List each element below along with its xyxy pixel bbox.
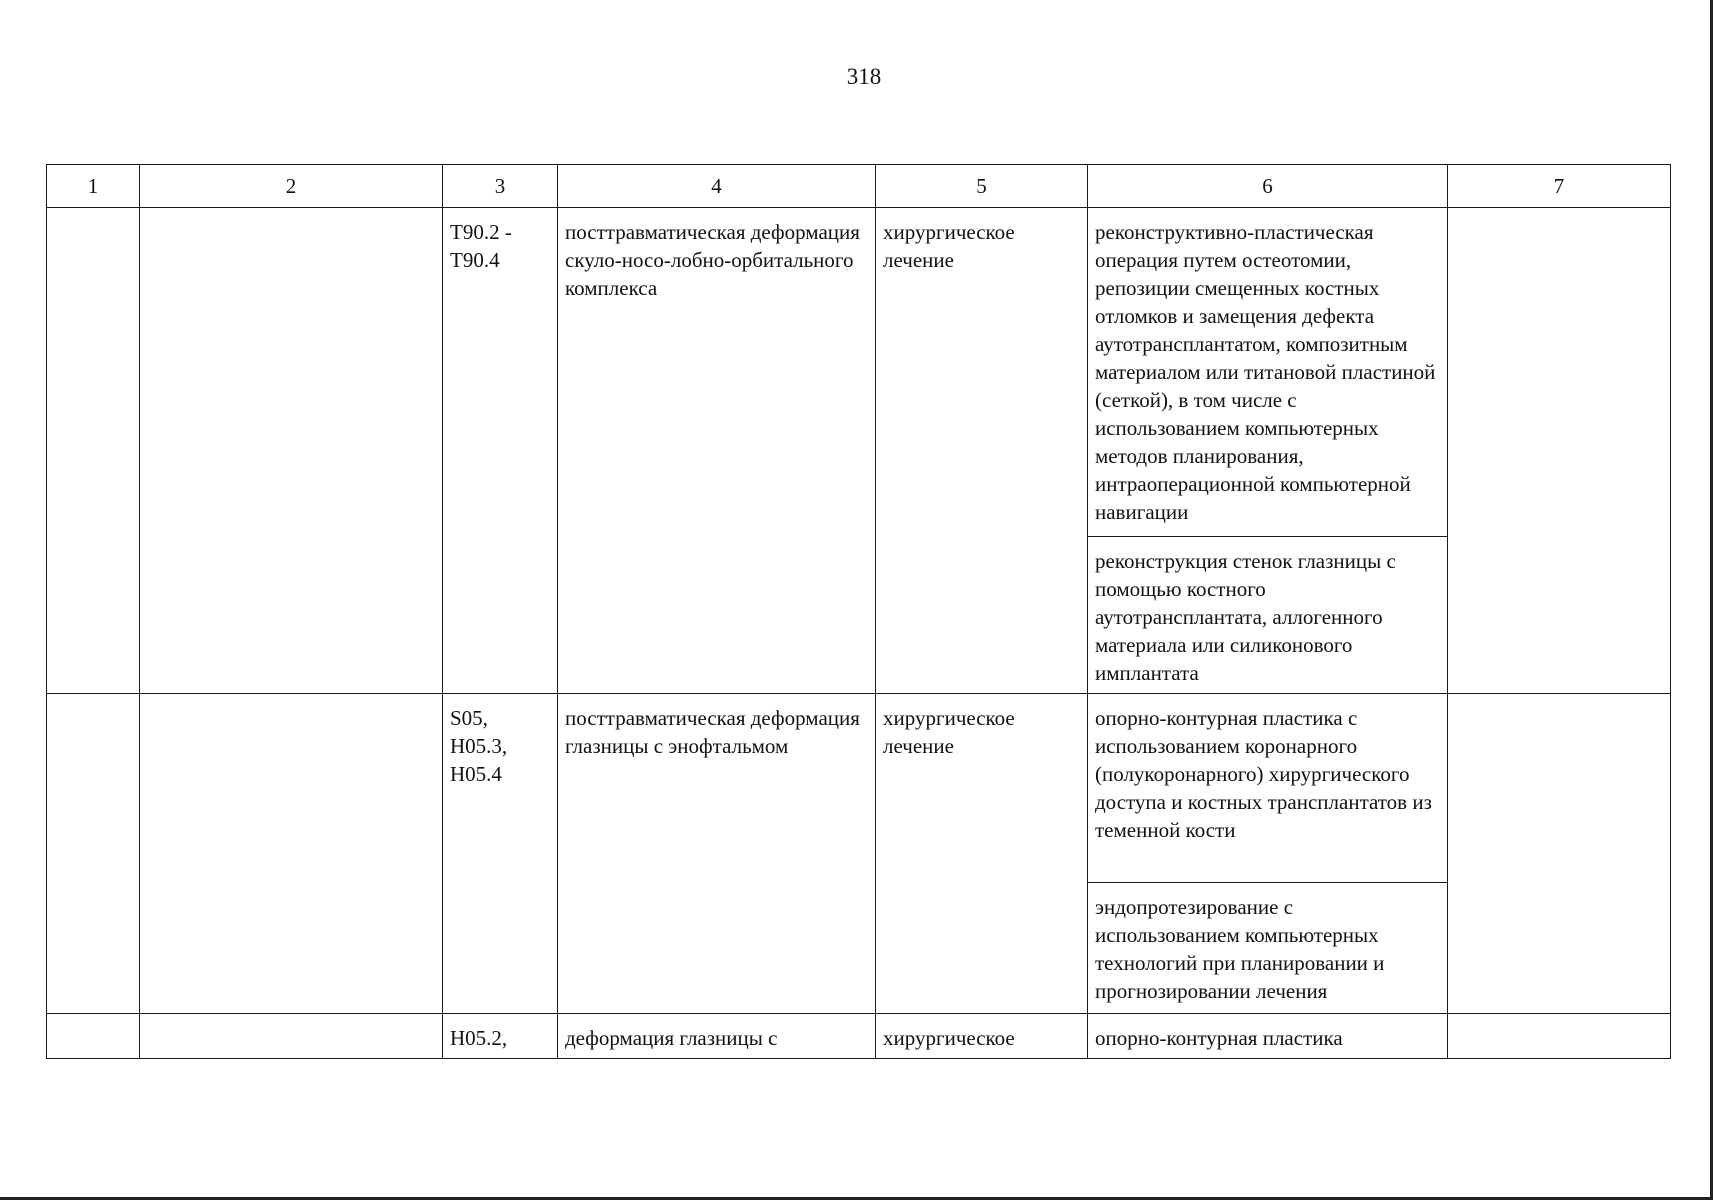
table-row [47, 1014, 1671, 1059]
icd-code: T90.2 - T90.4 [443, 208, 558, 694]
cell-col-2 [140, 1014, 443, 1059]
header-col-1: 1 [47, 165, 140, 208]
treatment-method: эндопротезирование с использованием компьютерных технологий при планировании и прогнозировании лечения [1088, 883, 1448, 1014]
cell-col-7 [1448, 1014, 1671, 1059]
icd-code: H05.2, [443, 1014, 558, 1059]
treatment-type: хирургическое [876, 1014, 1088, 1059]
icd-code: S05, H05.3, H05.4 [443, 694, 558, 1014]
header-col-4: 4 [558, 165, 876, 208]
treatment-method: опорно-контурная пластика с использованием коронарного (полукоронарного) хирургического доступа и костных трансплантатов из теменной кости [1088, 694, 1448, 883]
diagnosis: деформация глазницы с [558, 1014, 876, 1059]
cell-col-2 [140, 208, 443, 694]
header-col-5: 5 [876, 165, 1088, 208]
diagnosis: посттравматическая деформация глазницы с энофтальмом [558, 694, 876, 1014]
treatment-method: реконструктивно-пластическая операция путем остеотомии, репозиции смещенных костных отломков и замещения дефекта аутотрансплантатом, композитным материалом или титановой пластиной (сеткой), в том числе с использованием компьютерных методов планирования, интраоперационной компьютерной навигации [1088, 208, 1448, 537]
cell-col-7 [1448, 208, 1671, 694]
procedures-table [46, 164, 1671, 1059]
cell-col-1 [47, 208, 140, 694]
table-row [47, 694, 1671, 883]
cell-col-1 [47, 1014, 140, 1059]
header-col-3: 3 [443, 165, 558, 208]
header-col-7: 7 [1448, 165, 1671, 208]
header-row [47, 165, 1671, 208]
treatment-type: хирургическое лечение [876, 208, 1088, 694]
page-number: 318 [846, 64, 882, 89]
table-row [47, 208, 1671, 537]
header-col-6: 6 [1088, 165, 1448, 208]
diagnosis: посттравматическая деформация скуло-носо-лобно-орбитального комплекса [558, 208, 876, 694]
treatment-method: реконструкция стенок глазницы с помощью костного аутотрансплантата, аллогенного материала или силиконового имплантата [1088, 537, 1448, 694]
header-col-2: 2 [140, 165, 443, 208]
cell-col-7 [1448, 694, 1671, 1014]
treatment-method: опорно-контурная пластика [1088, 1014, 1448, 1059]
cell-col-1 [47, 694, 140, 1014]
cell-col-2 [140, 694, 443, 1014]
treatment-type: хирургическое лечение [876, 694, 1088, 1014]
